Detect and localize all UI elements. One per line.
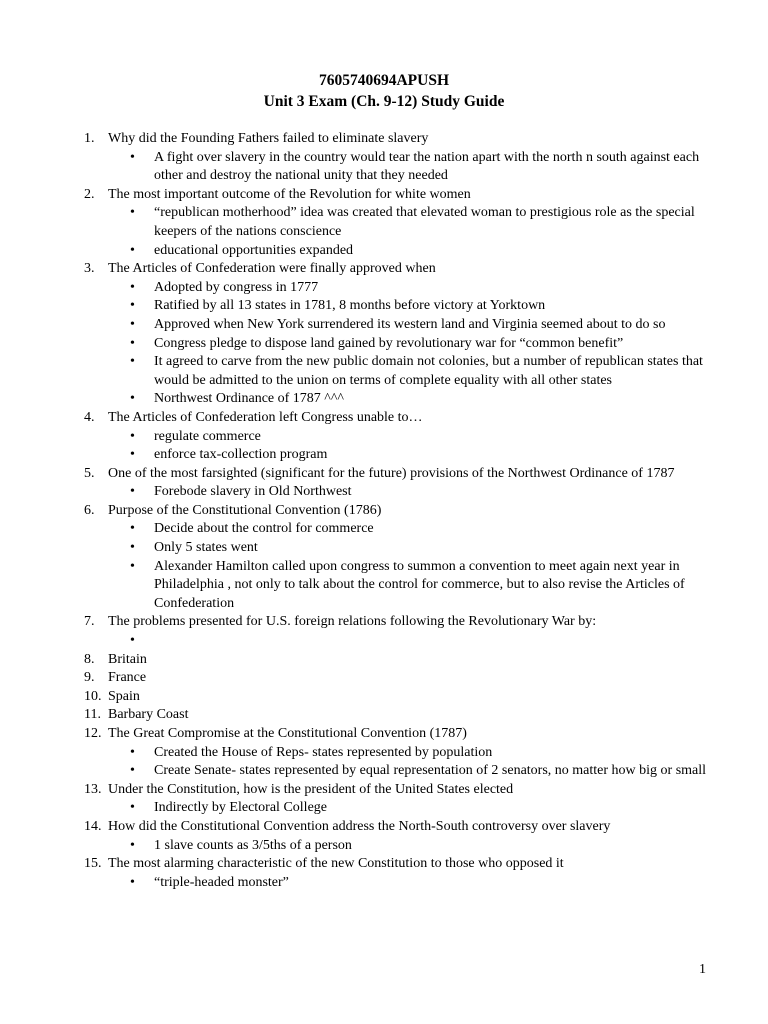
item-number: 15. <box>84 856 102 872</box>
bullet-item <box>84 242 714 261</box>
item-number: 5. <box>84 465 95 481</box>
bullet-dot-icon: • <box>130 149 135 165</box>
list-item <box>84 781 714 800</box>
document-header <box>0 70 768 112</box>
bullet-text: Ratified by all 13 states in 1781, 8 months before victory at Yorktown <box>154 298 546 314</box>
bullet-dot-icon: • <box>130 242 135 258</box>
bullet-text: Northwest Ordinance of 1787 ^^^ <box>154 391 344 407</box>
list-item <box>84 465 714 484</box>
item-text: The Articles of Confederation left Congress unable to… <box>108 409 423 425</box>
bullet-list <box>84 520 714 613</box>
list-item <box>84 651 714 670</box>
bullet-item <box>84 353 714 390</box>
bullet-item <box>84 837 714 856</box>
bullet-list <box>84 428 714 465</box>
question-list <box>84 130 714 892</box>
item-number: 11. <box>84 707 101 723</box>
bullet-item <box>84 874 714 893</box>
bullet-text: enforce tax-collection program <box>154 447 328 463</box>
list-item <box>84 130 714 149</box>
bullet-item <box>84 390 714 409</box>
bullet-text: Only 5 states went <box>154 540 258 556</box>
bullet-item <box>84 483 714 502</box>
item-text: The problems presented for U.S. foreign relations following the Revolutionary War by: <box>108 614 597 630</box>
bullet-item <box>84 204 714 241</box>
bullet-dot-icon: • <box>130 744 135 760</box>
bullet-item <box>84 744 714 763</box>
bullet-text: It agreed to carve from the new public domain not colonies, but a number of republican states that would be admitted to the union on terms of complete equality with all other states <box>154 354 703 388</box>
bullet-text: 1 slave counts as 3/5ths of a person <box>154 837 352 853</box>
item-text: The Articles of Confederation were finally approved when <box>108 261 436 277</box>
list-item <box>84 855 714 874</box>
bullet-item <box>84 335 714 354</box>
item-text: One of the most farsighted (significant for the future) provisions of the Northwest Ordinance of 1787 <box>108 465 675 481</box>
bullet-item <box>84 297 714 316</box>
list-item <box>84 669 714 688</box>
item-number: 6. <box>84 502 95 518</box>
bullet-list <box>84 799 714 818</box>
bullet-dot-icon: • <box>130 874 135 890</box>
bullet-dot-icon: • <box>130 763 135 779</box>
bullet-text: Decide about the control for commerce <box>154 521 374 537</box>
item-text: The Great Compromise at the Constitutional Convention (1787) <box>108 726 467 741</box>
list-item <box>84 186 714 205</box>
item-text: Why did the Founding Fathers failed to eliminate slavery <box>108 131 429 146</box>
bullet-list <box>84 632 714 651</box>
item-number: 4. <box>84 409 95 425</box>
bullet-text: regulate commerce <box>154 428 261 444</box>
bullet-text: Alexander Hamilton called upon congress to summon a convention to meet again next year in Philadelphia , not only to talk about the control for commerce, but to also revise the Articles of Confederation <box>154 558 685 611</box>
bullet-list <box>84 837 714 856</box>
item-text: Britain <box>108 651 147 667</box>
bullet-dot-icon: • <box>130 298 135 314</box>
list-item <box>84 706 714 725</box>
bullet-text: “republican motherhood” idea was created that elevated woman to prestigious role as the special keepers of the nations conscience <box>154 205 695 239</box>
bullet-item <box>84 632 714 651</box>
bullet-dot-icon: • <box>130 316 135 332</box>
bullet-list <box>84 149 714 186</box>
bullet-list <box>84 204 714 260</box>
item-number: 1. <box>84 131 95 146</box>
bullet-text: Congress pledge to dispose land gained by revolutionary war for “common benefit” <box>154 335 624 351</box>
item-number: 13. <box>84 781 102 797</box>
list-item <box>84 725 714 744</box>
document-title: Unit 3 Exam (Ch. 9-12) Study Guide <box>263 93 505 110</box>
document-id: 7605740694APUSH <box>318 72 450 89</box>
bullet-list <box>84 279 714 409</box>
list-item <box>84 260 714 279</box>
bullet-dot-icon: • <box>130 837 135 853</box>
bullet-item <box>84 558 714 614</box>
bullet-dot-icon: • <box>130 633 135 649</box>
item-text: Under the Constitution, how is the president of the United States elected <box>108 781 514 797</box>
bullet-list <box>84 744 714 781</box>
list-item <box>84 818 714 837</box>
bullet-dot-icon: • <box>130 521 135 537</box>
bullet-dot-icon: • <box>130 800 135 816</box>
list-item <box>84 409 714 428</box>
bullet-item <box>84 446 714 465</box>
bullet-text: “triple-headed monster” <box>154 874 289 890</box>
item-number: 8. <box>84 651 95 667</box>
page-number: 1 <box>699 962 706 977</box>
item-number: 7. <box>84 614 95 630</box>
bullet-text: educational opportunities expanded <box>154 242 354 258</box>
item-text: Purpose of the Constitutional Convention (1786) <box>108 502 382 518</box>
bullet-dot-icon: • <box>130 335 135 351</box>
bullet-item <box>84 762 714 781</box>
bullet-text: Approved when New York surrendered its western land and Virginia seemed about to do so <box>154 316 666 332</box>
bullet-dot-icon: • <box>130 354 135 370</box>
item-text: Spain <box>108 688 140 704</box>
item-number: 9. <box>84 670 95 686</box>
bullet-text: A fight over slavery in the country would tear the nation apart with the north n south against each other and destroy the national unity that they needed <box>154 149 700 184</box>
item-text: France <box>108 670 147 686</box>
bullet-dot-icon: • <box>130 540 135 556</box>
bullet-item <box>84 149 714 186</box>
bullet-dot-icon: • <box>130 279 135 295</box>
bullet-dot-icon: • <box>130 447 135 463</box>
bullet-text: Forebode slavery in Old Northwest <box>154 484 352 500</box>
bullet-text: Adopted by congress in 1777 <box>154 279 319 295</box>
item-text: How did the Constitutional Convention address the North-South controversy over slavery <box>108 818 611 834</box>
bullet-item <box>84 799 714 818</box>
bullet-item <box>84 539 714 558</box>
bullet-item <box>84 428 714 447</box>
bullet-dot-icon: • <box>130 558 135 574</box>
bullet-text: Indirectly by Electoral College <box>154 800 327 816</box>
bullet-dot-icon: • <box>130 391 135 407</box>
bullet-dot-icon: • <box>130 205 135 221</box>
list-item <box>84 613 714 632</box>
bullet-item <box>84 316 714 335</box>
bullet-list <box>84 874 714 893</box>
item-text: Barbary Coast <box>108 707 189 723</box>
item-number: 3. <box>84 261 95 277</box>
item-number: 12. <box>84 726 102 741</box>
list-item <box>84 688 714 707</box>
bullet-dot-icon: • <box>130 484 135 500</box>
item-text: The most important outcome of the Revolution for white women <box>108 186 471 202</box>
bullet-text: Create Senate- states represented by equal representation of 2 senators, no matter how big or small <box>154 763 707 779</box>
bullet-dot-icon: • <box>130 428 135 444</box>
item-text: The most alarming characteristic of the new Constitution to those who opposed it <box>108 856 564 872</box>
bullet-item <box>84 520 714 539</box>
bullet-text <box>154 633 158 648</box>
bullet-text: Created the House of Reps- states represented by population <box>154 744 493 760</box>
item-number: 2. <box>84 186 95 202</box>
item-number: 14. <box>84 818 102 834</box>
bullet-list <box>84 483 714 502</box>
list-item <box>84 502 714 521</box>
bullet-item <box>84 279 714 298</box>
item-number: 10. <box>84 688 102 704</box>
